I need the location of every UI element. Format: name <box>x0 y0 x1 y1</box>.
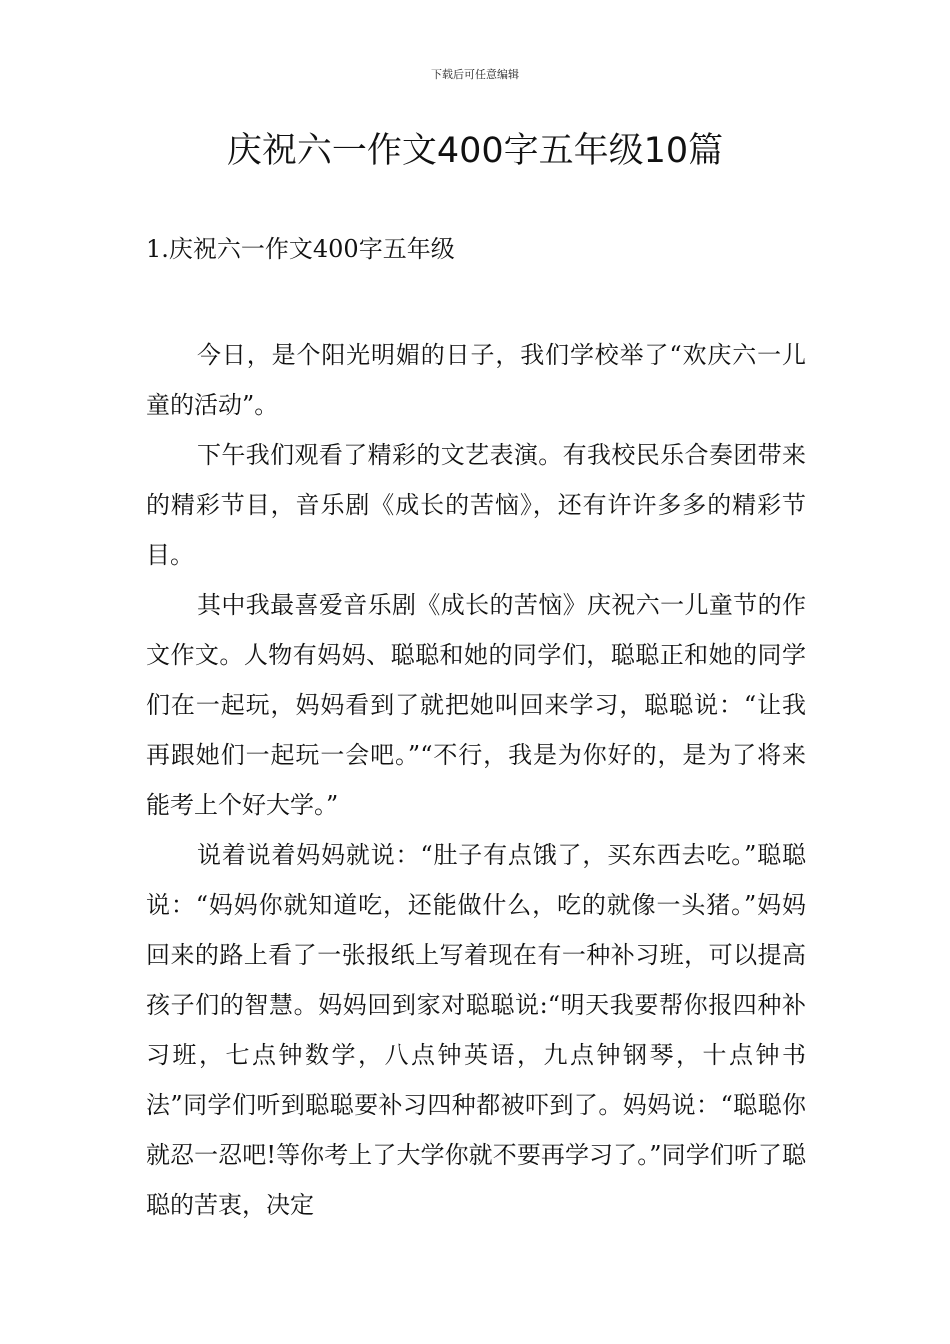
article-body <box>146 330 806 1230</box>
paragraph: 说着说着妈妈就说：“肚子有点饿了，买东西去吃。”聪聪说：“妈妈你就知道吃，还能做什么，吃的就像一头猪。”妈妈回来的路上看了一张报纸上写着现在有一种补习班，可以提高孩子们的智慧。妈妈回到家对聪聪说:“明天我要帮你报四种补习班，七点钟数学，八点钟英语，九点钟钢琴，十点钟书法”同学们听到聪聪要补习四种都被吓到了。妈妈说：“聪聪你就忍一忍吧!等你考上了大学你就不要再学习了。”同学们听了聪聪的苦衷，决定 <box>146 841 806 1219</box>
paragraph: 其中我最喜爱音乐剧《成长的苦恼》庆祝六一儿童节的作文作文。人物有妈妈、聪聪和她的同学们，聪聪正和她的同学们在一起玩，妈妈看到了就把她叫回来学习，聪聪说：“让我再跟她们一起玩一会吧。”“不行，我是为你好的，是为了将来能考上个好大学。” <box>146 591 806 819</box>
header-note: 下载后可任意编辑 <box>431 68 519 81</box>
section-heading: 1.庆祝六一作文400字五年级 <box>146 235 455 263</box>
document-title: 庆祝六一作文400字五年级10篇 <box>226 131 724 171</box>
paragraph: 今日，是个阳光明媚的日子，我们学校举了“欢庆六一儿童的活动”。 <box>146 341 806 419</box>
paragraph: 下午我们观看了精彩的文艺表演。有我校民乐合奏团带来的精彩节目，音乐剧《成长的苦恼》，还有许许多多的精彩节目。 <box>146 441 806 569</box>
